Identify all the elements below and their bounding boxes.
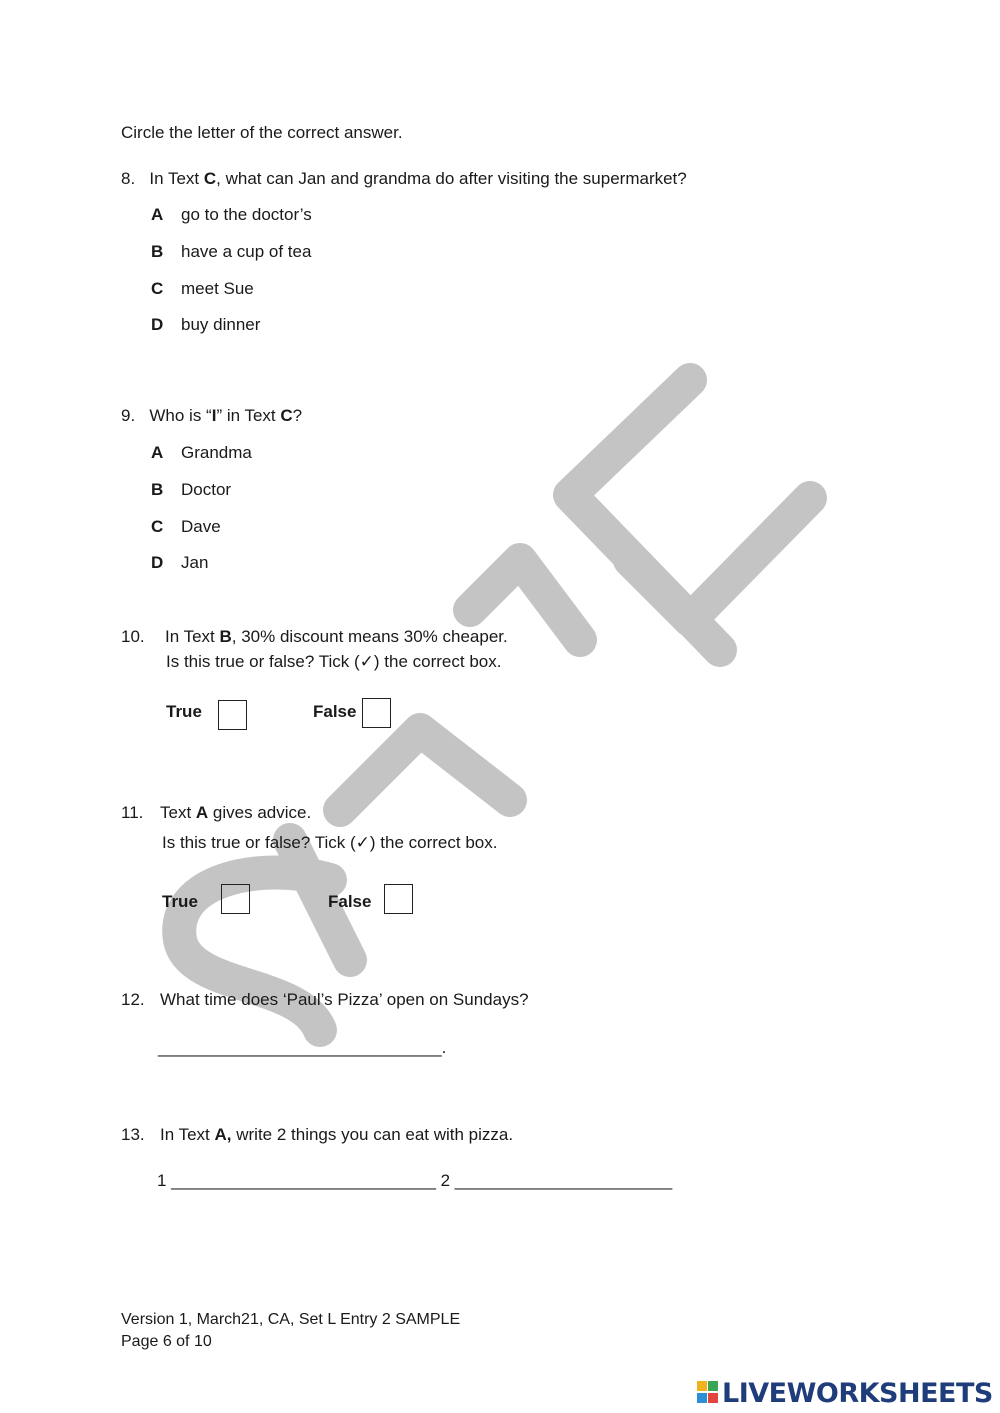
option-letter: C (151, 279, 164, 298)
option-text: go to the doctor’s (181, 205, 312, 224)
question-number: 11. (121, 803, 144, 822)
logo-blocks-icon (697, 1381, 719, 1405)
true-label: True (162, 892, 198, 911)
option-letter: A (151, 205, 164, 224)
answer-line-12[interactable]: ______________________________. (158, 1038, 447, 1057)
question-number: 8. (121, 169, 136, 188)
option-text: Dave (181, 517, 221, 536)
option-text: buy dinner (181, 315, 261, 334)
question-text: write 2 things you can eat with pizza. (231, 1125, 514, 1144)
option-letter: C (151, 517, 164, 536)
question-text: In Text (160, 1125, 215, 1144)
question-number: 13. (121, 1125, 145, 1144)
option-letter: B (151, 242, 164, 261)
option-letter: D (151, 315, 164, 334)
option-text: Doctor (181, 480, 232, 499)
question-12 (121, 990, 529, 1010)
question-9 (121, 406, 302, 426)
option-8a[interactable] (151, 205, 312, 225)
true-label: True (166, 702, 202, 721)
option-9a[interactable] (151, 443, 252, 463)
question-text: ” in Text (216, 406, 281, 425)
true-checkbox[interactable] (221, 884, 250, 914)
answer-line-13[interactable]: 1 ____________________________ 2 _______________________ (157, 1171, 673, 1190)
question-text: , 30% discount means 30% cheaper. (231, 627, 508, 646)
question-text: , what can Jan and grandma do after visiting the supermarket? (216, 169, 687, 188)
question-bold: B (219, 627, 232, 646)
instruction-text: Circle the letter of the correct answer. (121, 123, 403, 142)
true-checkbox[interactable] (218, 700, 247, 730)
option-9b[interactable] (151, 480, 231, 500)
question-bold: A, (214, 1125, 232, 1144)
footer-version: Version 1, March21, CA, Set L Entry 2 SAMPLE (121, 1311, 461, 1328)
option-letter: B (151, 480, 164, 499)
question-10-instruction: Is this true or false? Tick (✓) the correct box. (166, 652, 502, 671)
question-text: ? (292, 406, 303, 425)
option-letter: A (151, 443, 164, 462)
false-checkbox[interactable] (362, 698, 391, 728)
option-letter: D (151, 553, 164, 572)
question-13 (121, 1125, 513, 1145)
question-8 (121, 169, 687, 189)
question-text: Who is “ (149, 406, 212, 425)
false-checkbox[interactable] (384, 884, 413, 914)
option-8c[interactable] (151, 279, 254, 299)
option-8b[interactable] (151, 242, 311, 262)
question-number: 10. (121, 627, 145, 646)
question-bold: C (280, 406, 293, 425)
option-9d[interactable] (151, 553, 208, 573)
question-11-instruction: Is this true or false? Tick (✓) the correct box. (162, 833, 498, 852)
option-text: Jan (181, 553, 209, 572)
option-9c[interactable] (151, 517, 221, 537)
question-bold: C (203, 169, 217, 188)
question-bold: I (211, 406, 217, 425)
option-text: have a cup of tea (181, 242, 312, 261)
logo-text: LIVEWORKSHEETS (722, 1377, 993, 1409)
question-number: 9. (121, 406, 136, 425)
option-8d[interactable] (151, 315, 260, 335)
footer-page: Page 6 of 10 (121, 1333, 212, 1350)
question-text: Text (160, 803, 196, 822)
liveworksheets-logo (697, 1378, 993, 1408)
question-11 (121, 803, 311, 823)
question-number: 12. (121, 990, 145, 1009)
option-text: meet Sue (181, 279, 254, 298)
question-bold: A (195, 803, 209, 822)
option-text: Grandma (181, 443, 252, 462)
question-text: In Text (149, 169, 204, 188)
question-text: In Text (165, 627, 220, 646)
question-text: gives advice. (208, 803, 312, 822)
false-label: False (313, 702, 357, 721)
question-text: What time does ‘Paul’s Pizza’ open on Sundays? (160, 990, 529, 1009)
question-10 (121, 627, 508, 647)
false-label: False (328, 892, 372, 911)
